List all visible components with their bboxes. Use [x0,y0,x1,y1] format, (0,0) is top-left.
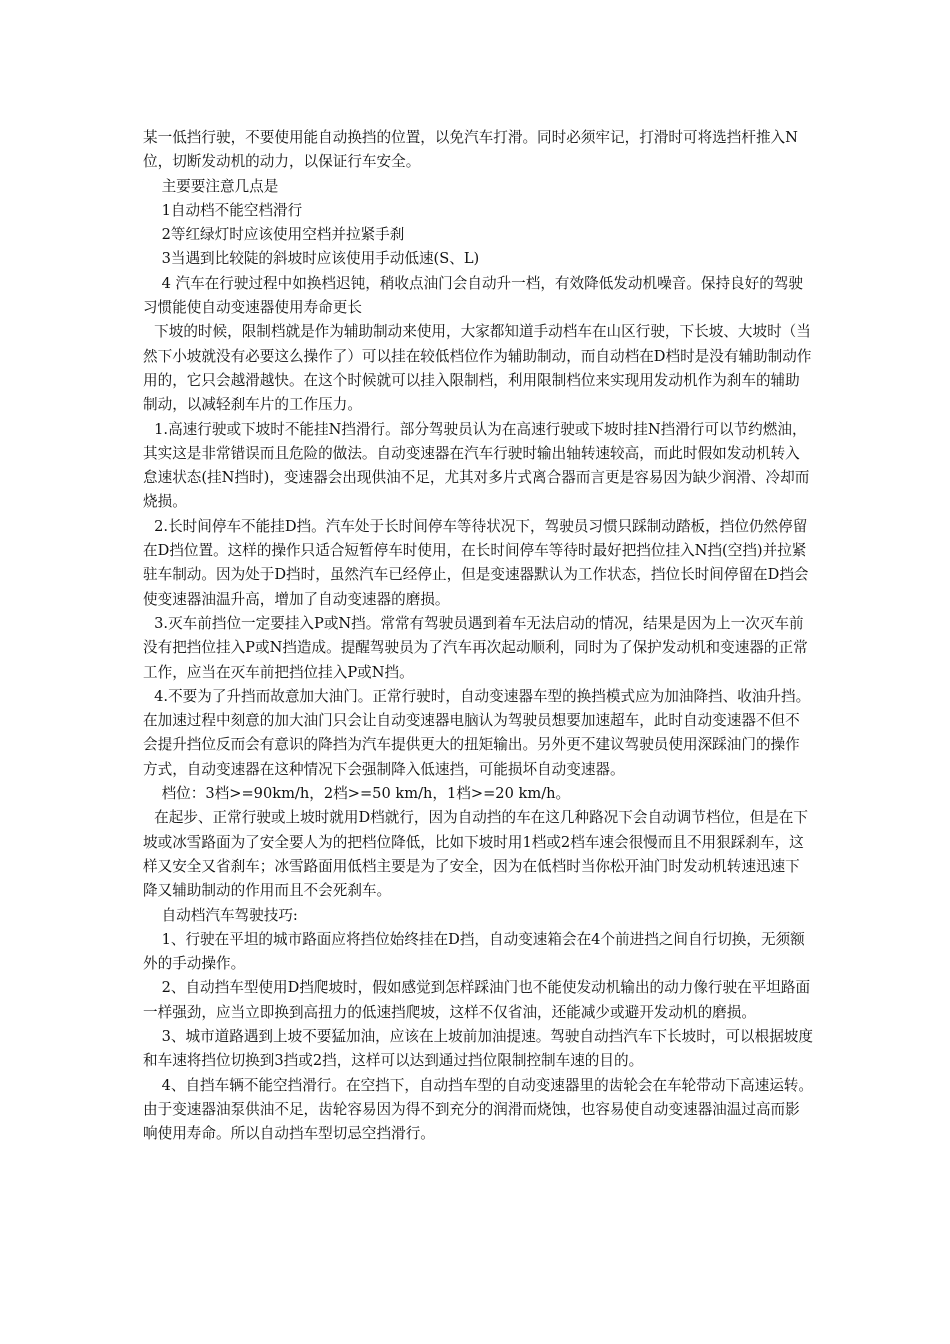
paragraph-tip-4: 4、自挡车辆不能空挡滑行。在空挡下，自动挡车型的自动变速器里的齿轮会在车轮带动下高速运转。由于变速器油泵供油不足，齿轮容易因为得不到充分的润滑而烧蚀，也容易使自动变速器油温过高而影响使用寿命。所以自动挡车型切忌空挡滑行。 [143,1076,813,1143]
paragraph-rule-2: 2.长时间停车不能挂D挡。汽车处于长时间停车等待状况下，驾驶员习惯只踩制动踏板，挡位仍然停留在D挡位置。这样的操作只适合短暂停车时使用，在长时间停车等待时最好把挡位挂入N挡(空挡)并拉紧驻车制动。因为处于D挡时，虽然汽车已经停止，但是变速器默认为工作状态，挡位长时间停留在D挡会使变速器油温升高，增加了自动变速器的磨损。 [143,517,809,608]
paragraph-downhill: 下坡的时候，限制档就是作为辅助制动来使用，大家都知道手动档车在山区行驶，下长坡、大坡时（当然下小坡就没有必要这么操作了）可以挂在较低档位作为辅助制动，而自动档在D档时是没有辅助制动作用的，它只会越滑越快。在这个时候就可以挂入限制档，利用限制档位来实现用发动机作为刹车的辅助制动，以减轻刹车片的工作压力。 [143,323,812,414]
paragraph-tip-2: 2、自动挡车型使用D挡爬坡时，假如感觉到怎样踩油门也不能使发动机输出的动力像行驶在平坦路面一样强劲，应当立即换到高扭力的低速挡爬坡，这样不仅省油，还能减少或避开发动机的磨损。 [143,979,811,1021]
paragraph-point-1: 1自动档不能空档滑行 [161,201,303,219]
paragraph-key-points-heading: 主要要注意几点是 [161,177,279,195]
paragraph-tips-heading: 自动档汽车驾驶技巧: [161,906,298,924]
paragraph-point-2: 2等红绿灯时应该使用空档并拉紧手刹 [161,226,405,244]
paragraph-point-4: 4 汽车在行驶过程中如换档迟钝，稍收点油门会自动升一档，有效降低发动机噪音。保持良好的驾驶习惯能使自动变速器使用寿命更长 [143,274,804,317]
document-body [143,126,813,1146]
paragraph-tip-1: 1、行驶在平坦的城市路面应将挡位始终挂在D挡，自动变速箱会在4个前进挡之间自行切换，无须额外的手动操作。 [143,930,805,973]
paragraph-rule-3: 3.灭车前挡位一定要挂入P或N挡。常常有驾驶员遇到着车无法启动的情况，结果是因为上一次灭车前没有把挡位挂入P或N挡造成。提醒驾驶员为了汽车再次起动顺利，同时为了保护发动机和变速器的正常工作，应当在灭车前把挡位挂入P或N挡。 [143,614,808,681]
paragraph-point-3: 3当遇到比较陡的斜坡时应该使用手动低速(S、L) [161,250,480,268]
paragraph-rule-4: 4.不要为了升挡而故意加大油门。正常行驶时，自动变速器车型的换挡模式应为加油降挡、收油升挡。在加速过程中刻意的加大油门只会让自动变速器电脑认为驾驶员想要加速超车，此时自动变速器不但不会提升挡位反而会有意识的降挡为汽车提供更大的扭矩输出。另外更不建议驾驶员使用深踩油门的操作方式，自动变速器在这种情况下会强制降入低速挡，可能损坏自动变速器。 [143,687,811,778]
paragraph-tip-3: 3、城市道路遇到上坡不要猛加油，应该在上坡前加油提速。驾驶自动挡汽车下长坡时，可以根据坡度和车速将挡位切换到3挡或2挡，这样可以达到通过挡位限制控制车速的目的。 [143,1027,813,1070]
paragraph-gear-speeds: 档位：3档>=90km/h，2档>=50 km/h，1档>=20 km/h。 [161,785,571,803]
paragraph-continuation: 某一低挡行驶，不要使用能自动换挡的位置，以免汽车打滑。同时必须牢记，打滑时可将选挡杆推入N 位，切断发动机的动力，以保证行车安全。 [143,129,803,171]
paragraph-d-gear-usage: 在起步、正常行驶或上坡时就用D档就行，因为自动挡的车在这几种路况下会自动调节档位，但是在下坡或冰雪路面为了安全要人为的把档位降低，比如下坡时用1档或2档车速会很慢而且不用狠踩刹车，这样又安全又省刹车；冰雪路面用低档主要是为了安全，因为在低档时当你松开油门时发动机转速迅速下降又辅助制动的作用而且不会死刹车。 [143,809,808,900]
paragraph-rule-1: 1.高速行驶或下坡时不能挂N挡滑行。部分驾驶员认为在高速行驶或下坡时挂N挡滑行可以节约燃油，其实这是非常错误而且危险的做法。自动变速器在汽车行驶时输出轴转速较高，而此时假如发动机转入怠速状态(挂N挡时)，变速器会出现供油不足，尤其对多片式离合器而言更是容易因为缺少润滑、冷却而烧损。 [143,420,810,511]
